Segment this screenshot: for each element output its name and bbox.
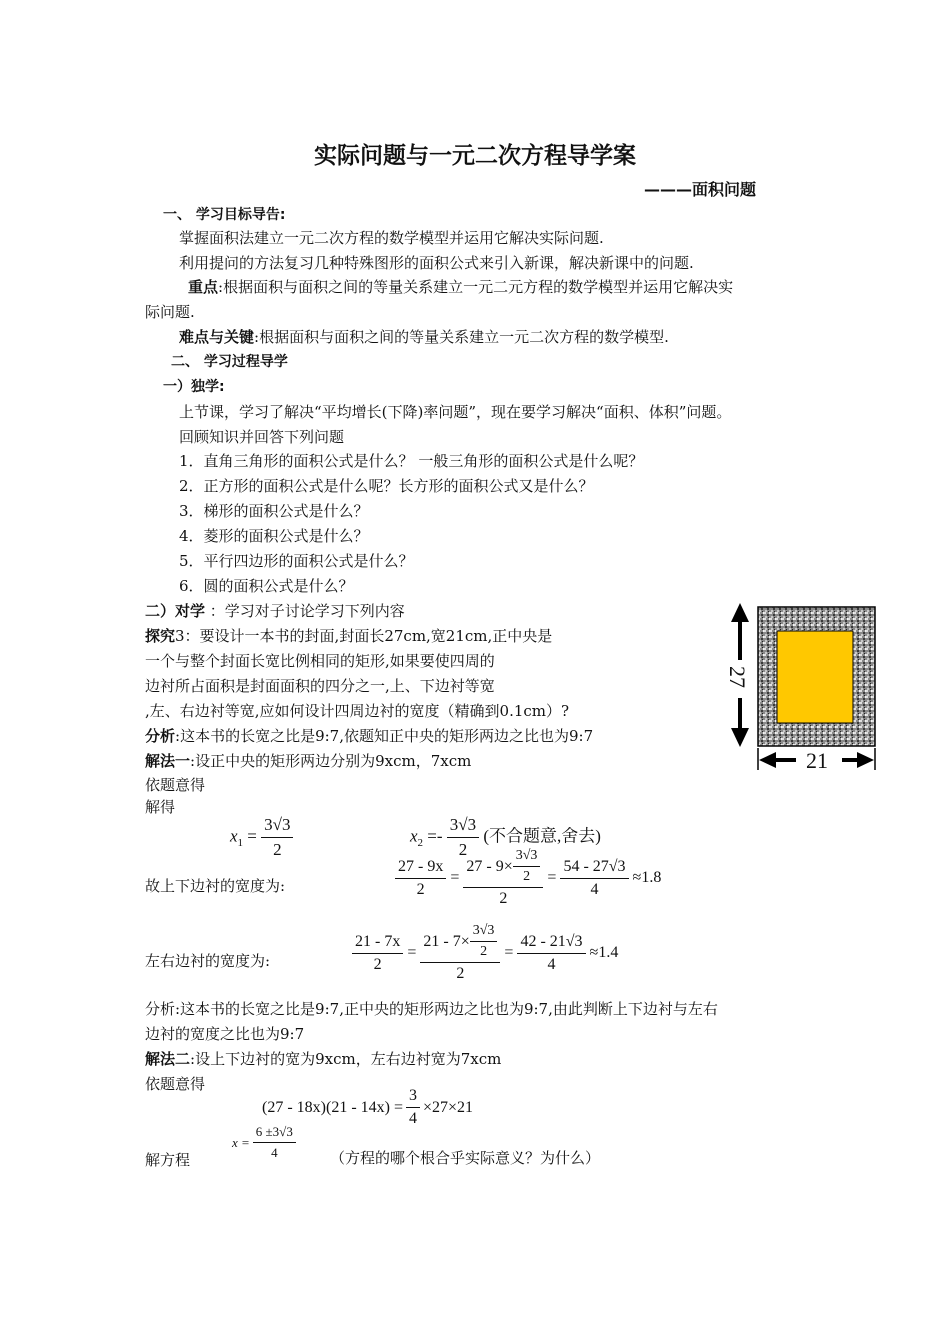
height-arrowhead-down [731, 728, 749, 747]
pair-study-text: ：学习对子讨论学习下列内容 [205, 602, 405, 620]
goal-2: 利用提问的方法复习几种特殊图形的面积公式来引入新课，解决新课中的问题. [179, 254, 694, 272]
difficulty-line [179, 327, 669, 347]
height-arrowhead-up [731, 603, 749, 622]
key-point-label: 重点 [188, 278, 219, 296]
top-bottom-approx: ≈1.8 [632, 869, 662, 886]
problem-line-1 [145, 626, 552, 646]
key-point-line-1 [188, 277, 733, 297]
cover-inner-rectangle [777, 631, 853, 723]
problem-line-2: 一个与整个封面长宽比例相同的矩形,如果要使四周的 [145, 652, 495, 670]
method-1-label: 解法一 [145, 752, 191, 770]
left-right-expression: $\frac{21 - 7x}{2}$ = 21 - 7× $\frac{3√3}{2}$ 2 = $\frac{42 - 21√3}{4}$ ≈1.4 [352, 923, 618, 983]
analysis-1-text: :这本书的长宽之比是9:7,依题知正中央的矩形两边之比也为9:7 [175, 727, 594, 745]
method-2-text: :设上下边衬的宽为9xcm，左右边衬宽为7xcm [190, 1050, 502, 1068]
top-bottom-fraction-3: $\frac{54 - 27√3}{4}$ [560, 858, 628, 899]
analysis-1 [145, 726, 593, 746]
height-label: 27 [725, 666, 750, 688]
root-x1-fraction: $\frac{3√3}{2}$ [261, 815, 293, 860]
width-label: 21 [806, 748, 828, 773]
left-right-inner-fraction: $\frac{3√3}{2}$ [470, 923, 498, 960]
question-2: 2．正方形的面积公式是什么呢？长方形的面积公式又是什么？ [179, 477, 594, 495]
top-bottom-label: 故上下边衬的宽度为: [145, 877, 286, 895]
problem-label: 探究 [145, 627, 176, 645]
left-right-approx: ≈1.4 [589, 944, 619, 961]
root-x2: $x_2$ =- $\frac{3√3}{2}$ (不合题意,舍去) [410, 815, 601, 859]
method-1-text: :设正中央的矩形两边分别为9xcm，7xcm [190, 752, 472, 770]
top-bottom-expression: $\frac{27 - 9x}{2}$ = 27 - 9× $\frac{3√3}{2}$ 2 = $\frac{54 - 27√3}{4}$ ≈1.8 [395, 848, 661, 908]
difficulty-text: :根据面积与面积之间的等量关系建立一元二次方程的数学模型. [254, 328, 669, 346]
solution-note: （方程的哪个根合乎实际意义？为什么） [330, 1149, 601, 1167]
method-2-line [145, 1049, 501, 1069]
left-right-label: 左右边衬的宽度为: [145, 952, 271, 970]
top-bottom-inner-fraction: $\frac{3√3}{2}$ [513, 848, 541, 885]
section2-heading: 二、 学习过程导学 [171, 354, 288, 370]
page-subtitle: ———面积问题 [644, 180, 757, 199]
method-2-solution: x = $\frac{6 \pm 3√3}{4}$ [232, 1124, 296, 1161]
question-6: 6．圆的面积公式是什么？ [179, 577, 354, 595]
root-x2-note: (不合题意,舍去) [483, 826, 601, 846]
width-arrowhead-right [857, 752, 874, 768]
section1-heading: 一、 学习目标导告: [163, 207, 286, 223]
method-1-line [145, 751, 471, 771]
book-cover-diagram [728, 600, 880, 778]
goal-1: 掌握面积法建立一元二次方程的数学模型并运用它解决实际问题. [179, 229, 604, 247]
root-x1: $x_1$ = $\frac{3√3}{2}$ [230, 815, 293, 860]
left-right-fraction-3: $\frac{42 - 21√3}{4}$ [517, 933, 585, 974]
method-2-equation: (27 - 18x)(21 - 14x) = $\frac{3}{4}$ ×27×21 [262, 1087, 474, 1127]
analysis-1-label: 分析 [145, 727, 176, 745]
pair-study-line [145, 601, 405, 621]
book-cover-figure [725, 600, 880, 778]
problem-text-1: 3：要设计一本书的封面,封面长27cm,宽21cm,正中央是 [175, 627, 553, 645]
top-bottom-fraction-1: $\frac{27 - 9x}{2}$ [395, 858, 446, 899]
intro-line-2: 回顾知识并回答下列问题 [179, 428, 345, 446]
root-x2-fraction: $\frac{3√3}{2}$ [447, 815, 479, 860]
method-2-solution-fraction: $\frac{6 \pm 3√3}{4}$ [253, 1124, 296, 1161]
difficulty-label: 难点与关键 [179, 328, 255, 346]
problem-line-3: 边衬所占面积是封面面积的四分之一,上、下边衬等宽 [145, 677, 495, 695]
analysis-2-line-1: 分析:这本书的长宽之比是9:7,正中央的矩形两边之比也为9:7,由此判断上下边衬与左右 [145, 1000, 718, 1018]
intro-line-1: 上节课，学习了解决“平均增长(下降)率问题”，现在要学习解决“面积、体积”问题。 [179, 403, 732, 421]
left-right-fraction-2: 21 - 7× $\frac{3√3}{2}$ 2 [420, 923, 500, 983]
left-right-fraction-1: $\frac{21 - 7x}{2}$ [352, 933, 403, 974]
top-bottom-fraction-2: 27 - 9× $\frac{3√3}{2}$ 2 [463, 848, 543, 908]
method-2-label: 解法二 [145, 1050, 191, 1068]
method-1-according: 依题意得 [145, 776, 206, 794]
analysis-2-line-2: 边衬的宽度之比也为9:7 [145, 1025, 305, 1043]
page-title: 实际问题与一元二次方程导学案 [314, 143, 636, 169]
key-point-line-2: 际问题. [145, 303, 195, 321]
method-1-solve: 解得 [145, 798, 176, 816]
method-2-according: 依题意得 [145, 1075, 206, 1093]
question-5: 5．平行四边形的面积公式是什么？ [179, 552, 414, 570]
problem-line-4: ,左、右边衬等宽,应如何设计四周边衬的宽度（精确到0.1cm）? [145, 702, 570, 720]
question-4: 4．菱形的面积公式是什么？ [179, 527, 369, 545]
key-point-text: :根据面积与面积之间的等量关系建立一元二元方程的数学模型并运用它解决实 [218, 278, 734, 296]
method-2-equation-fraction: $\frac{3}{4}$ [406, 1087, 420, 1128]
width-arrowhead-left [759, 752, 776, 768]
question-1: 1．直角三角形的面积公式是什么？ 一般三角形的面积公式是什么呢？ [179, 452, 644, 470]
self-study-heading: 一）独学: [163, 379, 225, 395]
question-3: 3．梯形的面积公式是什么？ [179, 502, 369, 520]
solve-equation-label: 解方程 [145, 1151, 191, 1169]
pair-study-heading: 二）对学 [145, 602, 206, 620]
